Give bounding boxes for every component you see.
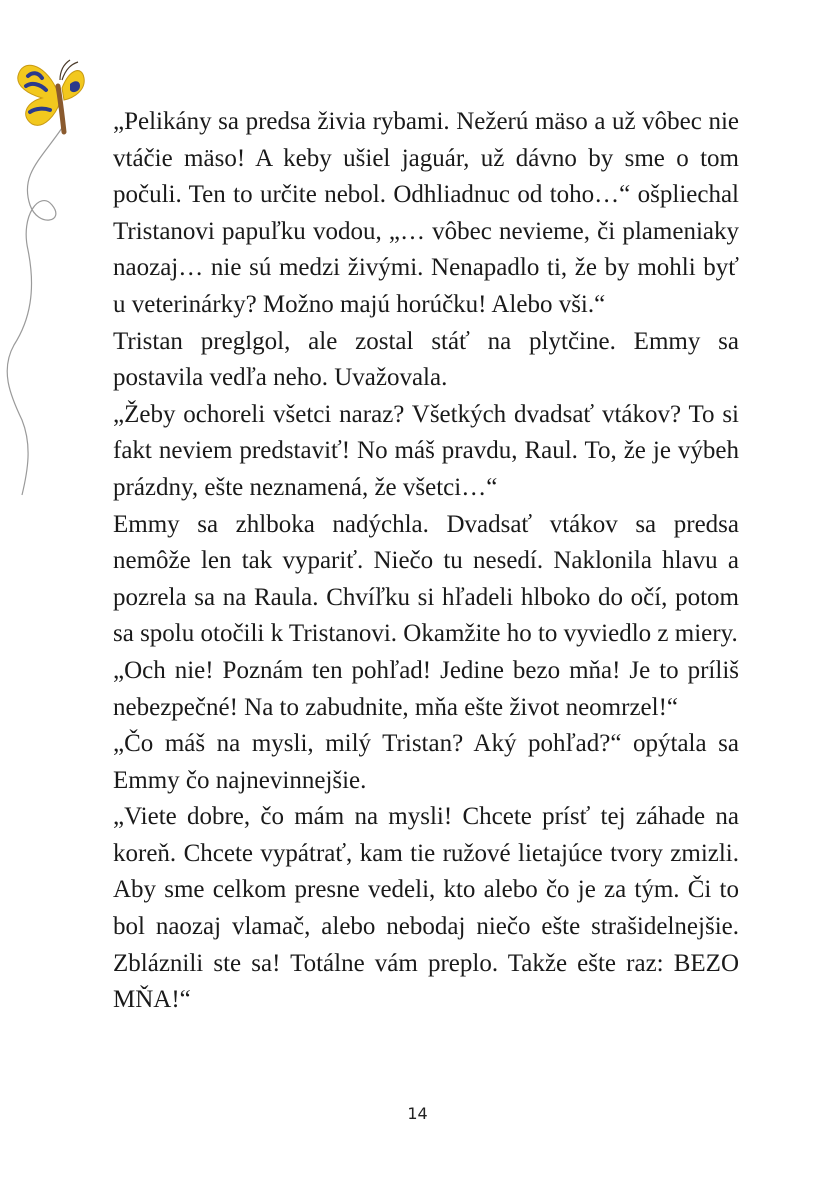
paragraph: Tristan preglgol, ale zostal stáť na plytčine. Emmy sa postavila vedľa neho. Uvažovala. <box>113 327 739 392</box>
paragraph: „Och nie! Poznám ten pohľad! Jedine bezo mňa! Je to príliš nebezpečné! Na to zabudnite, mňa ešte život neomrzel!“ <box>113 656 739 721</box>
body-text <box>113 104 739 1019</box>
paragraph: „Žeby ochoreli všetci naraz? Všetkých dvadsať vtákov? To si fakt neviem predstaviť! No máš pravdu, Raul. To, že je výbeh prázdny, ešte neznamená, že všetci…“ <box>113 400 739 501</box>
trail-line <box>7 128 62 495</box>
paragraph: Emmy sa zhlboka nadýchla. Dvadsať vtákov sa predsa nemôže len tak vypariť. Niečo tu nesedí. Naklonila hlavu a pozrela sa na Raula. Chvíľku si hľadeli hlboko do očí, potom sa spolu otočili k Tristanovi. Okamžite ho to vyviedlo z miery. <box>113 510 739 648</box>
butterfly-icon <box>18 60 84 132</box>
page-number: 14 <box>407 1104 428 1123</box>
butterfly-decoration <box>0 0 110 520</box>
paragraph: „Pelikány sa predsa živia rybami. Nežerú mäso a už vôbec nie vtáčie mäso! A keby ušiel jaguár, už dávno by sme o tom počuli. Ten to určite nebol. Odhliadnuc od toho…“ ošpliechal Tristanovi papuľku vodou, „… vôbec nevieme, či plameniaky naozaj… nie sú medzi živými. Nenapadlo ti, že by mohli byť u veterinárky? Možno majú horúčku! Alebo vši.“ <box>113 108 739 318</box>
paragraph: „Čo máš na mysli, milý Tristan? Aký pohľad?“ opýtala sa Emmy čo najnevinnejšie. <box>113 730 739 794</box>
paragraph: „Viete dobre, čo mám na mysli! Chcete prísť tej záhade na koreň. Chcete vypátrať, kam tie ružové lietajúce tvory zmizli. Aby sme celkom presne vedeli, kto alebo čo je za tým. Či to bol naozaj vlamač, alebo nebodaj niečo ešte strašidelnejšie. Zbláznili ste sa! Totálne vám preplo. Takže ešte raz: BEZO MŇA!“ <box>113 803 739 1014</box>
